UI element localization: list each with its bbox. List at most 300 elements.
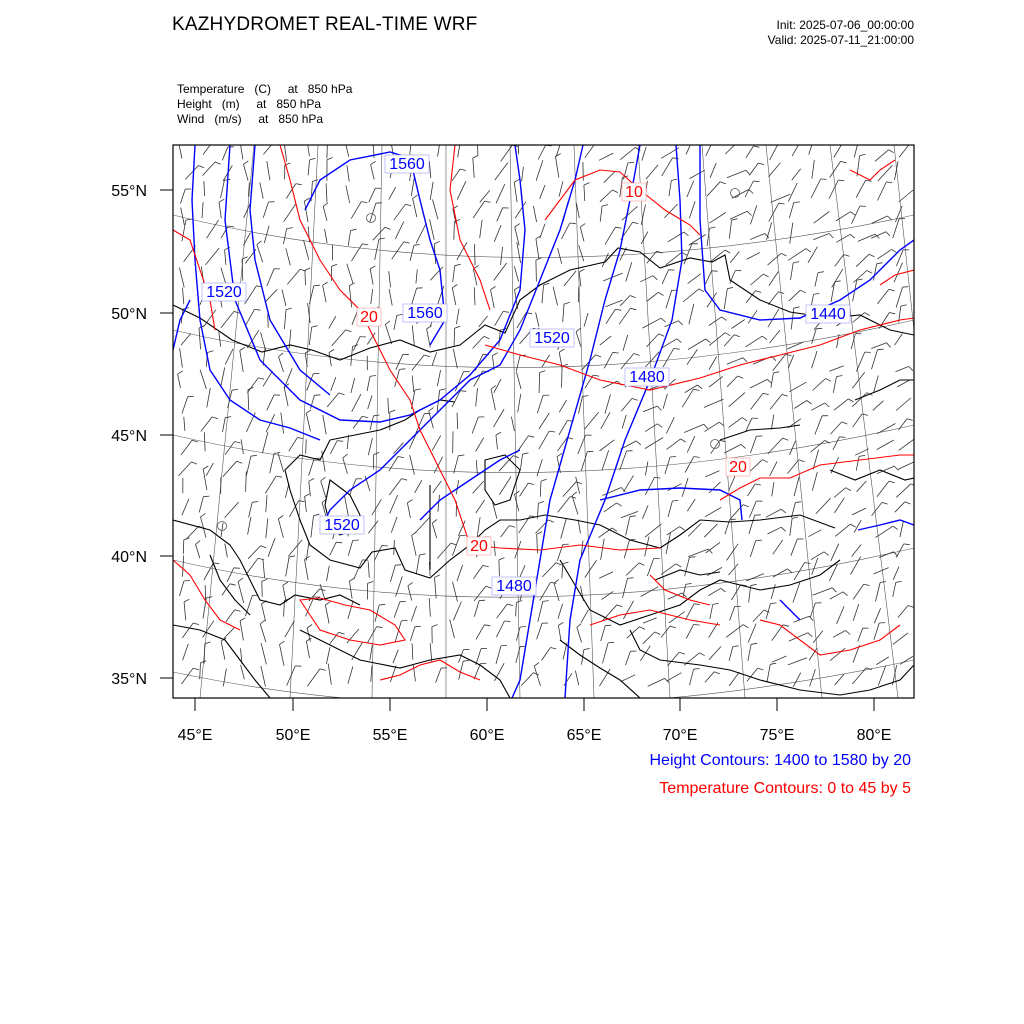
wind-barb [682,389,693,407]
wind-barb [643,618,657,623]
temperature-label: 10 [625,184,643,201]
wind-barb [879,552,894,558]
wind-barb [899,142,911,157]
wind-barb-feather [706,339,711,343]
wind-barb-feather [332,264,338,266]
wind-barb [454,456,459,474]
wind-barb [394,315,397,329]
wind-barb-feather [477,133,483,135]
wind-barb [368,627,377,643]
wind-barb [412,288,417,304]
wind-barb [323,206,327,221]
wind-barb-feather [753,181,759,182]
wind-barb [724,335,734,347]
wind-barb [624,475,634,491]
wind-barb-feather [837,376,843,377]
wind-barb [663,348,674,367]
wind-barb-feather [889,289,895,291]
wind-barb [393,650,398,664]
wind-barb-feather [577,624,582,628]
wind-barb [496,646,501,664]
wind-barb [813,588,833,595]
wind-barb-feather [570,223,576,224]
wind-barb-feather [339,393,345,395]
wind-barb [413,198,417,217]
wind-barb-feather [746,170,750,174]
wind-barb-feather [203,466,208,469]
wind-barb [416,224,426,243]
height-label: 1480 [496,578,532,595]
wind-barb [706,138,715,156]
wind-barb [432,352,437,365]
wind-barb-feather [424,355,430,357]
wind-barb [370,416,374,430]
wind-barb [367,376,370,391]
wind-barb-feather [558,622,563,625]
wind-barb-feather [515,491,520,494]
wind-barb [480,190,490,202]
wind-barb-feather [371,161,376,165]
wind-barb-feather [608,642,614,643]
lon-tick-label: 75°E [759,727,795,744]
wind-barb [877,440,894,450]
wind-barb-feather [653,276,657,280]
wind-barb [412,355,424,370]
wind-barb [853,313,865,323]
wind-barb [875,150,889,162]
wind-barb [707,182,720,197]
wind-barb-feather [260,620,265,624]
wind-barb [538,601,543,621]
wind-barb-feather [911,142,917,144]
wind-barb-feather [208,351,214,353]
wind-barb [430,643,432,661]
wind-barb-feather [362,416,368,418]
wind-barb [771,373,774,388]
wind-barb-feather [860,136,866,137]
wind-barb-feather [743,505,749,507]
wind-barb [600,206,602,222]
wind-barb [710,163,716,178]
wind-barb-feather [800,290,805,293]
wind-barb [669,181,671,197]
wind-barb [602,450,609,470]
wind-barb [222,147,228,161]
wind-barb [263,202,268,218]
wind-barb [623,578,628,598]
wind-barb-feather [479,600,485,601]
wind-barb [601,539,605,560]
wind-barb-feather [251,455,257,456]
wind-barb [325,605,329,624]
height-label: 1440 [810,306,846,323]
wind-barb-feather [722,317,727,321]
wind-barb [705,672,714,683]
wind-barb [533,206,536,222]
wind-barb-feather [782,394,788,396]
wind-barb-feather [415,389,421,390]
wind-barb-feather [630,296,636,298]
field-wind: Wind (m/s) at 850 hPa [177,112,324,126]
wind-barb [499,456,513,472]
wind-barb-feather [312,180,318,182]
wind-barb [347,264,353,284]
wind-barb-feather [232,389,238,390]
wind-barb [896,366,909,371]
wind-barb [246,456,251,475]
wind-barb [748,624,756,643]
wind-barb [222,584,230,596]
wind-barb [599,153,613,160]
wind-barb-feather [844,255,850,257]
wind-barb [620,148,635,160]
wind-barb-feather [329,349,334,352]
wind-barb [536,260,537,281]
wind-barb [794,616,810,622]
wind-barb [708,588,720,595]
wind-barb [895,334,903,346]
wind-barb-feather [771,603,777,604]
wind-barb [689,304,694,324]
wind-barb [688,523,701,536]
wind-barb [200,663,201,679]
wind-barb [476,388,478,407]
height-label: 1480 [629,369,665,386]
wind-barb [267,395,274,411]
wind-barb [456,309,459,324]
wind-barb-feather [304,198,309,201]
wind-barb [305,497,307,512]
temperature-label: 20 [729,459,747,476]
wind-barb-feather [314,285,320,286]
wind-barb [542,285,544,303]
wind-barb [249,502,253,517]
wind-barb [668,484,682,491]
wind-barb-feather [743,358,747,362]
wind-barb [436,668,442,683]
lat-tick-label: 50°N [111,306,147,323]
wind-barb [600,440,615,451]
wind-barb [871,343,886,349]
wind-barb-feather [799,143,805,144]
height-legend: Height Contours: 1400 to 1580 by 20 [649,752,911,769]
wind-barb [280,644,285,665]
wind-barb [473,201,485,218]
wind-barb-feather [412,134,418,136]
wind-barb [877,481,889,497]
wind-barb-feather [528,483,534,484]
wind-barb-feather [390,410,396,412]
wind-barb [390,565,395,582]
wind-barb [730,607,735,621]
wind-barb-feather [867,271,872,274]
wind-barb [474,565,483,578]
wind-barb-feather [460,391,466,392]
wind-barb [851,557,861,575]
wind-barb [874,608,880,623]
wind-barb-feather [225,417,231,418]
wind-barb [539,431,549,449]
wind-barb-feather [693,389,699,390]
wind-barb [537,459,542,476]
wind-barb [520,454,522,470]
wind-barb [306,439,307,453]
wind-barb [516,372,521,389]
wind-barb [747,253,760,260]
wind-barb [729,393,745,407]
wind-barb-feather [257,241,262,245]
wind-barb [306,413,310,431]
wind-barb-feather [513,456,519,458]
wind-barb [268,538,275,557]
wind-barb [830,592,843,599]
wind-barb [899,190,913,202]
wind-barb-feather [727,287,733,288]
wind-barb [600,190,613,202]
wind-barb-feather [659,334,665,336]
wind-barb-feather [792,517,798,518]
wind-barb-feather [398,457,404,458]
wind-barb [584,185,585,201]
wind-barb [724,444,741,453]
wind-barb [642,505,648,519]
wind-barb [389,479,401,495]
wind-barb [558,497,571,513]
wind-barb-feather [584,648,590,649]
wind-barb-feather [413,195,418,198]
wind-barb [645,462,648,476]
wind-barb-feather [541,479,547,481]
wind-barb [203,162,216,176]
wind-barb-feather [682,593,686,597]
wind-barb-feather [196,541,201,545]
wind-barb-feather [473,155,478,158]
wind-barb [729,220,731,239]
wind-barb [330,441,337,454]
wind-barb [853,584,864,599]
wind-barb [536,239,539,259]
wind-barb [877,424,896,434]
wind-barb [199,328,201,349]
wind-barb [876,582,881,601]
wind-barb [227,568,234,582]
wind-barb [429,598,430,617]
wind-barb [348,666,353,683]
wind-barb-feather [320,669,326,671]
wind-barb-feather [710,227,716,228]
wind-barb [453,266,455,282]
wind-barb-feather [794,307,800,308]
wind-barb [729,647,733,661]
wind-barb-feather [286,308,292,310]
wind-barb [771,194,791,202]
wind-barb-feather [199,166,205,168]
wind-barb-feather [452,285,457,288]
wind-barb-feather [463,660,469,661]
wind-barb [221,368,225,387]
wind-barb-feather [287,228,293,229]
temperature-label: 20 [360,309,378,326]
wind-barb-feather [788,569,793,573]
wind-barb [727,170,746,178]
wind-barb [286,557,289,576]
wind-barb [704,524,717,537]
wind-barb-feather [805,563,811,564]
wind-barb [184,417,185,431]
wind-barb [201,417,212,432]
wind-barb [830,161,841,177]
wind-barb [514,266,518,281]
wind-barb [642,147,646,161]
wind-barb-feather [818,272,824,273]
wind-barb [688,274,701,284]
wind-barb [686,624,693,638]
wind-barb [667,439,681,450]
wind-barb-feather [671,179,677,180]
wind-barb [562,564,563,579]
wind-barb [893,567,899,580]
wind-barb-feather [694,604,700,605]
wind-barb [354,560,362,579]
wind-barb [182,668,194,684]
wind-barb [789,382,806,392]
wind-barb [749,586,751,603]
wind-barb-feather [485,201,491,202]
wind-barb [326,647,330,664]
wind-barb-feather [915,439,920,442]
wind-barb [835,674,844,685]
wind-barb [407,503,410,518]
wind-barb-feather [886,182,892,183]
wind-barb-feather [901,305,907,307]
wind-barb-feather [733,646,739,647]
wind-barb-feather [353,540,359,541]
wind-barb [452,169,460,181]
wind-barb-feather [349,578,354,581]
wind-barb-feather [579,269,584,272]
wind-barb [180,189,185,203]
wind-barb-feather [679,652,685,654]
wind-barb-feather [435,575,440,578]
wind-barb [603,643,609,663]
wind-barb [829,180,838,198]
wind-barb [474,601,479,617]
wind-barb-feather [909,366,913,370]
wind-barb [370,645,372,660]
wind-barb [685,385,698,393]
wind-barb [811,403,825,410]
wind-barb-feather [178,371,183,374]
temperature-contour-labels [357,183,750,555]
wind-barb [745,336,762,347]
wind-barb [474,287,475,305]
wind-barb-feather [762,460,768,463]
init-time: Init: 2025-07-06_00:00:00 [776,18,914,32]
wind-barb-feather [203,496,209,497]
wind-barb-feather [682,252,687,255]
wind-barb [308,160,310,175]
wind-barb [833,377,836,393]
wind-barb [495,163,508,180]
wind-barb [415,518,430,534]
wind-barb-feather [781,253,786,256]
wind-barb-feather [391,141,396,144]
wind-barb [348,601,353,619]
wind-barb [623,601,633,619]
wind-barb [647,292,659,301]
wind-barb [244,164,249,180]
wind-barb-feather [516,601,522,603]
wind-barb-feather [337,441,343,442]
wind-barb [178,374,181,388]
wind-barb [223,669,226,687]
wind-barb [412,376,414,393]
wind-barb-feather [832,588,836,592]
wind-barb [605,227,615,244]
wind-barb-feather [283,582,288,585]
wind-barb-feather [602,205,608,206]
wind-barb [390,495,398,513]
wind-barb [748,484,755,496]
wind-barb [480,220,482,238]
wind-barb [450,620,455,639]
wind-barb [626,563,639,576]
wind-barb [599,669,610,686]
wind-barb-feather [406,204,412,206]
wind-barb-feather [429,408,434,412]
wind-barb-feather [779,203,785,204]
wind-barb [412,325,414,345]
wind-barb-feather [434,241,440,244]
wind-barb [830,648,845,661]
wind-barb [453,349,457,368]
wind-barb-feather [219,199,224,202]
wind-barb [223,461,237,477]
wind-barb [872,350,878,370]
wind-barb [855,449,869,455]
wind-barb-feather [655,632,661,634]
wind-barb-feather [252,502,258,503]
valid-time: Valid: 2025-07-11_21:00:00 [767,33,914,47]
wind-barb [874,623,879,640]
wind-barb-feather [404,242,410,244]
wind-barb [731,585,740,600]
wind-barb-feather [213,563,219,564]
wind-barb [225,442,235,455]
wind-barb [816,498,831,513]
wind-barb [749,515,755,534]
wind-barb [288,540,302,557]
wind-barb-feather [237,461,243,463]
wind-barb [559,400,566,412]
wind-barb-feather [615,309,621,310]
wind-barb [643,406,657,412]
wind-barb [747,668,758,681]
wind-barb [815,273,818,287]
wind-barb-feather [327,141,333,143]
wind-barb [411,177,414,197]
wind-barb [516,627,520,641]
wind-barb-feather [814,293,820,294]
wind-barb [329,353,331,367]
wind-barb [183,555,184,576]
wind-barb-feather [661,318,666,322]
wind-barb-feather [234,311,240,313]
wind-barb [180,348,183,368]
wind-barb [349,286,351,308]
wind-barb [410,455,415,475]
wind-barb-feather [850,212,855,216]
